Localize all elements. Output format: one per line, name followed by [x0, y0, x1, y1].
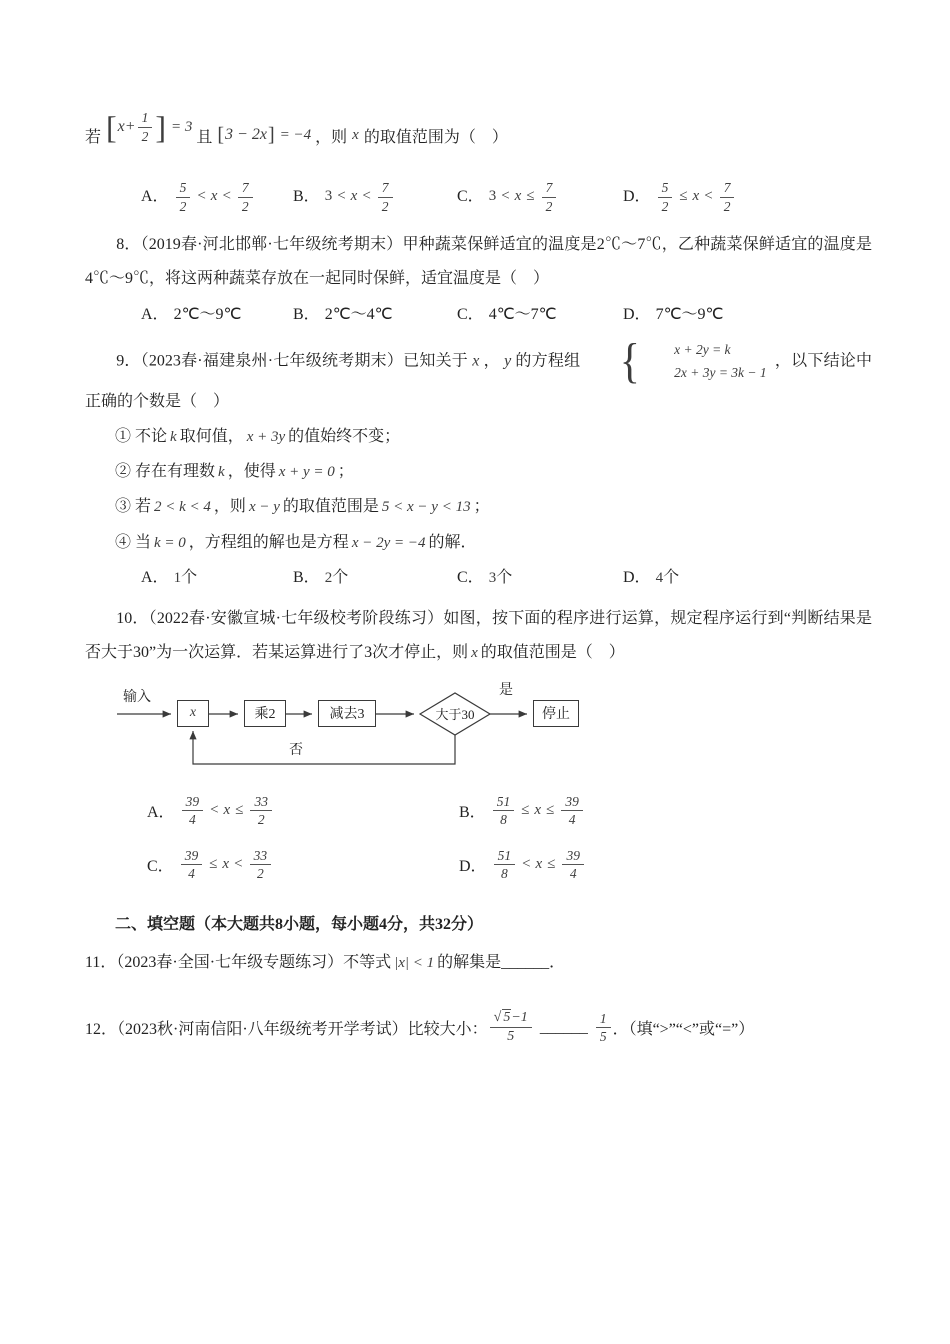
frac-den: 2 — [141, 128, 149, 144]
frac-num: 5 — [176, 180, 191, 198]
variable: x — [535, 856, 543, 873]
text-fragment: 的解集是______． — [437, 953, 566, 971]
text-fragment: ④ 当 — [115, 533, 152, 551]
option-d — [623, 568, 679, 589]
option-label: B． — [459, 804, 486, 822]
question-8-text — [85, 228, 872, 297]
frac-den: 8 — [500, 812, 507, 828]
question-9-options — [85, 564, 872, 594]
variable: x — [350, 188, 358, 205]
option-text: 7℃～9℃ — [655, 306, 724, 324]
math-fragment: k — [170, 429, 177, 446]
system-brace: { — [619, 335, 640, 389]
relation: ≤ — [546, 802, 555, 819]
text-fragment: 的解． — [428, 533, 477, 551]
fraction — [561, 794, 583, 828]
equation-1: x + 2y = k — [674, 341, 731, 357]
option-label: B． — [293, 306, 320, 324]
option-label: D． — [459, 858, 487, 876]
option-a — [141, 180, 293, 214]
right-bracket: ] — [155, 109, 166, 145]
fraction — [138, 110, 153, 144]
frac-den: 5 — [507, 1029, 515, 1045]
fraction — [250, 848, 272, 882]
text-fragment: 的取值范围为（ ） — [363, 128, 508, 146]
frac-num: 33 — [250, 794, 272, 812]
flowchart-yes-label: 是 — [499, 682, 513, 698]
fraction-sqrt — [490, 1010, 532, 1045]
option-label: A． — [147, 804, 175, 822]
fraction — [238, 180, 253, 214]
frac-num: 5 — [658, 180, 673, 198]
text-fragment: 12．（2023秋·河南信阳·八年级统考开学考试）比较大小： — [85, 1021, 488, 1039]
question-11 — [85, 946, 872, 980]
frac-den: 2 — [241, 198, 249, 214]
math-fragment: 2 < k < 4 — [154, 499, 211, 516]
frac-num: 39 — [562, 848, 584, 866]
math-fragment: |x| < 1 — [394, 954, 435, 971]
fraction — [494, 848, 516, 882]
frac-num: 33 — [250, 848, 272, 866]
option-b — [293, 568, 457, 589]
math-fragment: x − y — [248, 499, 280, 516]
fraction — [562, 848, 584, 882]
text-fragment: ； — [473, 498, 490, 516]
math-fragment: 3 — [488, 188, 497, 205]
frac-den: 2 — [661, 198, 669, 214]
frac-num: 39 — [181, 848, 203, 866]
frac-num: 7 — [238, 180, 253, 198]
text-fragment: 11．（2023春·全国·七年级专题练习）不等式 — [85, 953, 392, 971]
relation: < — [234, 856, 243, 873]
fraction — [596, 1011, 611, 1045]
relation: < — [197, 188, 206, 205]
flowchart-lines — [115, 683, 595, 779]
frac-den: 2 — [545, 198, 553, 214]
option-b — [293, 180, 457, 214]
option-number: 2 — [324, 570, 333, 587]
math-fragment: = −4 — [279, 126, 312, 143]
left-bracket: [ — [106, 109, 117, 145]
math-fragment: x + 3y — [246, 429, 286, 446]
text-fragment: ，方程组的解也是方程 — [188, 533, 349, 551]
option-label: B． — [293, 187, 320, 205]
text-fragment: ，使得 — [227, 463, 276, 481]
text-fragment: ① 不论 — [115, 428, 168, 446]
relation: ≤ — [235, 802, 244, 819]
radicand: 5 — [503, 1009, 511, 1025]
option-d — [623, 180, 736, 214]
relation: < — [704, 188, 713, 205]
option-text: 2℃～4℃ — [324, 306, 393, 324]
frac-num: 1 — [596, 1011, 611, 1029]
radical-sign: √ — [493, 1009, 502, 1025]
frac-num: 1 — [138, 110, 153, 128]
frac-den: 2 — [179, 198, 187, 214]
math-fragment: 5 < x − y < 13 — [381, 499, 471, 516]
option-b — [293, 305, 457, 326]
frac-den: 5 — [599, 1029, 607, 1045]
option-number: 1 — [173, 570, 182, 587]
math-fragment: k = 0 — [154, 534, 186, 551]
text-fragment: 取何值， — [179, 428, 244, 446]
math-fragment: x — [117, 118, 125, 135]
frac-den: 4 — [568, 812, 576, 828]
question-9-item-2 — [85, 454, 872, 489]
option-c — [457, 568, 623, 589]
equation-2: 2x + 3y = 3k − 1 — [674, 364, 767, 380]
question-9-item-4 — [85, 525, 872, 560]
flowchart-multiply-box: 乘2 — [244, 700, 286, 727]
text-fragment: 若 — [85, 128, 102, 146]
right-bracket: ] — [267, 124, 275, 146]
fraction — [181, 848, 203, 882]
text-fragment: ② 存在有理数 — [115, 463, 216, 481]
section-2-header: 二、填空题（本大题共8小题，每小题4分，共32分） — [115, 915, 484, 933]
variable: x — [189, 705, 197, 721]
text-fragment: ，则 — [213, 498, 246, 516]
flowchart-subtract-box: 减去3 — [318, 700, 376, 727]
option-a — [141, 305, 293, 326]
math-fragment: x — [471, 645, 478, 662]
option-a — [141, 568, 293, 589]
text-fragment: ， — [483, 352, 500, 370]
frac-den: 4 — [569, 866, 577, 882]
text-fragment: 9．（2023春·福建泉州·七年级统考期末）已知关于 — [116, 352, 469, 370]
relation: ≤ — [547, 856, 556, 873]
text-fragment: 的方程组 — [515, 352, 581, 370]
frac-num: 51 — [493, 794, 515, 812]
option-text: 2℃～9℃ — [173, 306, 242, 324]
flowchart-decision-label: 大于30 — [435, 707, 475, 723]
variable: x — [222, 856, 230, 873]
option-d — [459, 848, 586, 882]
frac-num: 51 — [494, 848, 516, 866]
option-label: C． — [457, 187, 484, 205]
variable: x — [352, 126, 359, 143]
option-label: D． — [623, 569, 651, 587]
frac-num — [490, 1010, 532, 1028]
bracket-expression-1 — [105, 110, 192, 144]
text-fragment: 且 — [196, 128, 213, 146]
option-label: D． — [623, 306, 651, 324]
math-fragment: + — [124, 118, 136, 135]
option-label: A． — [141, 187, 169, 205]
text-fragment: 8．（2019春·河北邯郸·七年级统考期末）甲种蔬菜保鲜适宜的温度是2℃～7℃，乙种蔬菜保鲜适宜的温度是4℃～9℃，将这两种蔬菜存放在一起同时保鲜，适宜温度是（ ） — [85, 236, 872, 288]
relation: < — [222, 188, 231, 205]
question-10-stem — [85, 602, 872, 671]
option-label: A． — [141, 569, 169, 587]
math-fragment: 3 — [324, 188, 333, 205]
fraction — [378, 180, 393, 214]
option-number: 4 — [655, 570, 664, 587]
relation: < — [501, 188, 510, 205]
flowchart-no-label: 否 — [289, 742, 303, 758]
frac-den: 2 — [381, 198, 389, 214]
relation: < — [362, 188, 371, 205]
frac-den: 8 — [500, 866, 508, 882]
relation: ≤ — [209, 856, 218, 873]
frac-den: 4 — [188, 812, 196, 828]
relation: ≤ — [521, 802, 530, 819]
question-7-options — [85, 176, 872, 218]
option-unit: 个 — [663, 569, 680, 587]
frac-den: 2 — [256, 866, 264, 882]
bracket-expression-2 — [216, 125, 311, 145]
variable: y — [504, 352, 512, 370]
frac-num: 7 — [542, 180, 557, 198]
option-label: D． — [623, 187, 651, 205]
question-12 — [85, 1010, 872, 1045]
question-8-options — [85, 301, 872, 331]
text-fragment: ．（填“>”“<”或“=”） — [612, 1021, 755, 1039]
question-9-item-3 — [85, 489, 872, 524]
relation: < — [210, 802, 219, 819]
variable: x — [534, 802, 542, 819]
variable: x — [692, 188, 700, 205]
frac-num: 7 — [378, 180, 393, 198]
text-fragment: 10．（2022春·安徽宣城·七年级校考阶段练习）如图，按下面的程序进行运算，规定程序运行到“判断结果是否大于30”为一次运算．若某运算进行了3次才停止，则 — [85, 609, 872, 662]
fraction — [493, 794, 515, 828]
text-fragment: ③ 若 — [115, 498, 152, 516]
fraction — [658, 180, 673, 214]
frac-num: 39 — [561, 794, 583, 812]
question-7-stem — [85, 106, 872, 164]
variable: x — [210, 188, 218, 205]
option-b — [459, 794, 585, 828]
variable: x — [223, 802, 231, 819]
text-fragment: ，以下结论中正确的个数是（ ） — [85, 352, 873, 410]
option-a — [147, 794, 459, 828]
option-c — [147, 848, 459, 882]
frac-den: 2 — [723, 198, 731, 214]
question-9-stem — [85, 335, 873, 419]
option-text: 4℃～7℃ — [488, 306, 557, 324]
math-fragment: k — [218, 464, 225, 481]
math-fragment: x + y = 0 — [278, 464, 335, 481]
frac-den: 2 — [257, 812, 265, 828]
frac-num: 39 — [182, 794, 204, 812]
variable: x — [472, 352, 480, 370]
math-fragment: 3 − 2x — [225, 126, 267, 143]
math-fragment: = 3 — [170, 118, 193, 135]
relation: < — [522, 856, 531, 873]
frac-num: 7 — [720, 180, 735, 198]
text-fragment: ，则 — [315, 128, 348, 146]
fraction — [176, 180, 191, 214]
relation: ≤ — [526, 188, 535, 205]
option-label: C． — [147, 858, 174, 876]
option-label: B． — [293, 569, 320, 587]
text-fragment: 的取值范围是（ ） — [480, 644, 625, 662]
fraction — [542, 180, 557, 214]
option-unit: 个 — [332, 569, 349, 587]
math-fragment: −1 — [511, 1009, 528, 1025]
fraction — [182, 794, 204, 828]
option-c — [457, 305, 623, 326]
flowchart-input-label: 输入 — [123, 689, 151, 705]
option-unit: 个 — [181, 569, 198, 587]
fraction — [250, 794, 272, 828]
relation: ≤ — [679, 188, 688, 205]
system-equations — [643, 339, 767, 385]
equation-system — [589, 335, 767, 389]
option-d — [623, 305, 724, 326]
math-fragment: x − 2y = −4 — [351, 534, 426, 551]
option-unit: 个 — [496, 569, 513, 587]
option-label: A． — [141, 306, 169, 324]
option-c — [457, 180, 623, 214]
flowchart-x-box — [177, 700, 209, 727]
text-fragment: 的取值范围是 — [282, 498, 379, 516]
question-10-options-row-2 — [85, 843, 872, 887]
fraction — [720, 180, 735, 214]
frac-den: 4 — [188, 866, 195, 882]
text-fragment: ； — [337, 463, 354, 481]
flowchart — [115, 683, 595, 779]
question-9-item-1 — [85, 419, 872, 454]
text-fragment: 的值始终不变； — [288, 428, 401, 446]
option-number: 3 — [488, 570, 497, 587]
option-label: C． — [457, 306, 484, 324]
question-10-options-row-1 — [85, 789, 872, 833]
left-bracket: [ — [217, 124, 225, 146]
answer-blank: ______ — [539, 1018, 588, 1036]
option-label: C． — [457, 569, 484, 587]
relation: < — [337, 188, 346, 205]
flowchart-stop-box: 停止 — [533, 700, 579, 727]
variable: x — [514, 188, 522, 205]
